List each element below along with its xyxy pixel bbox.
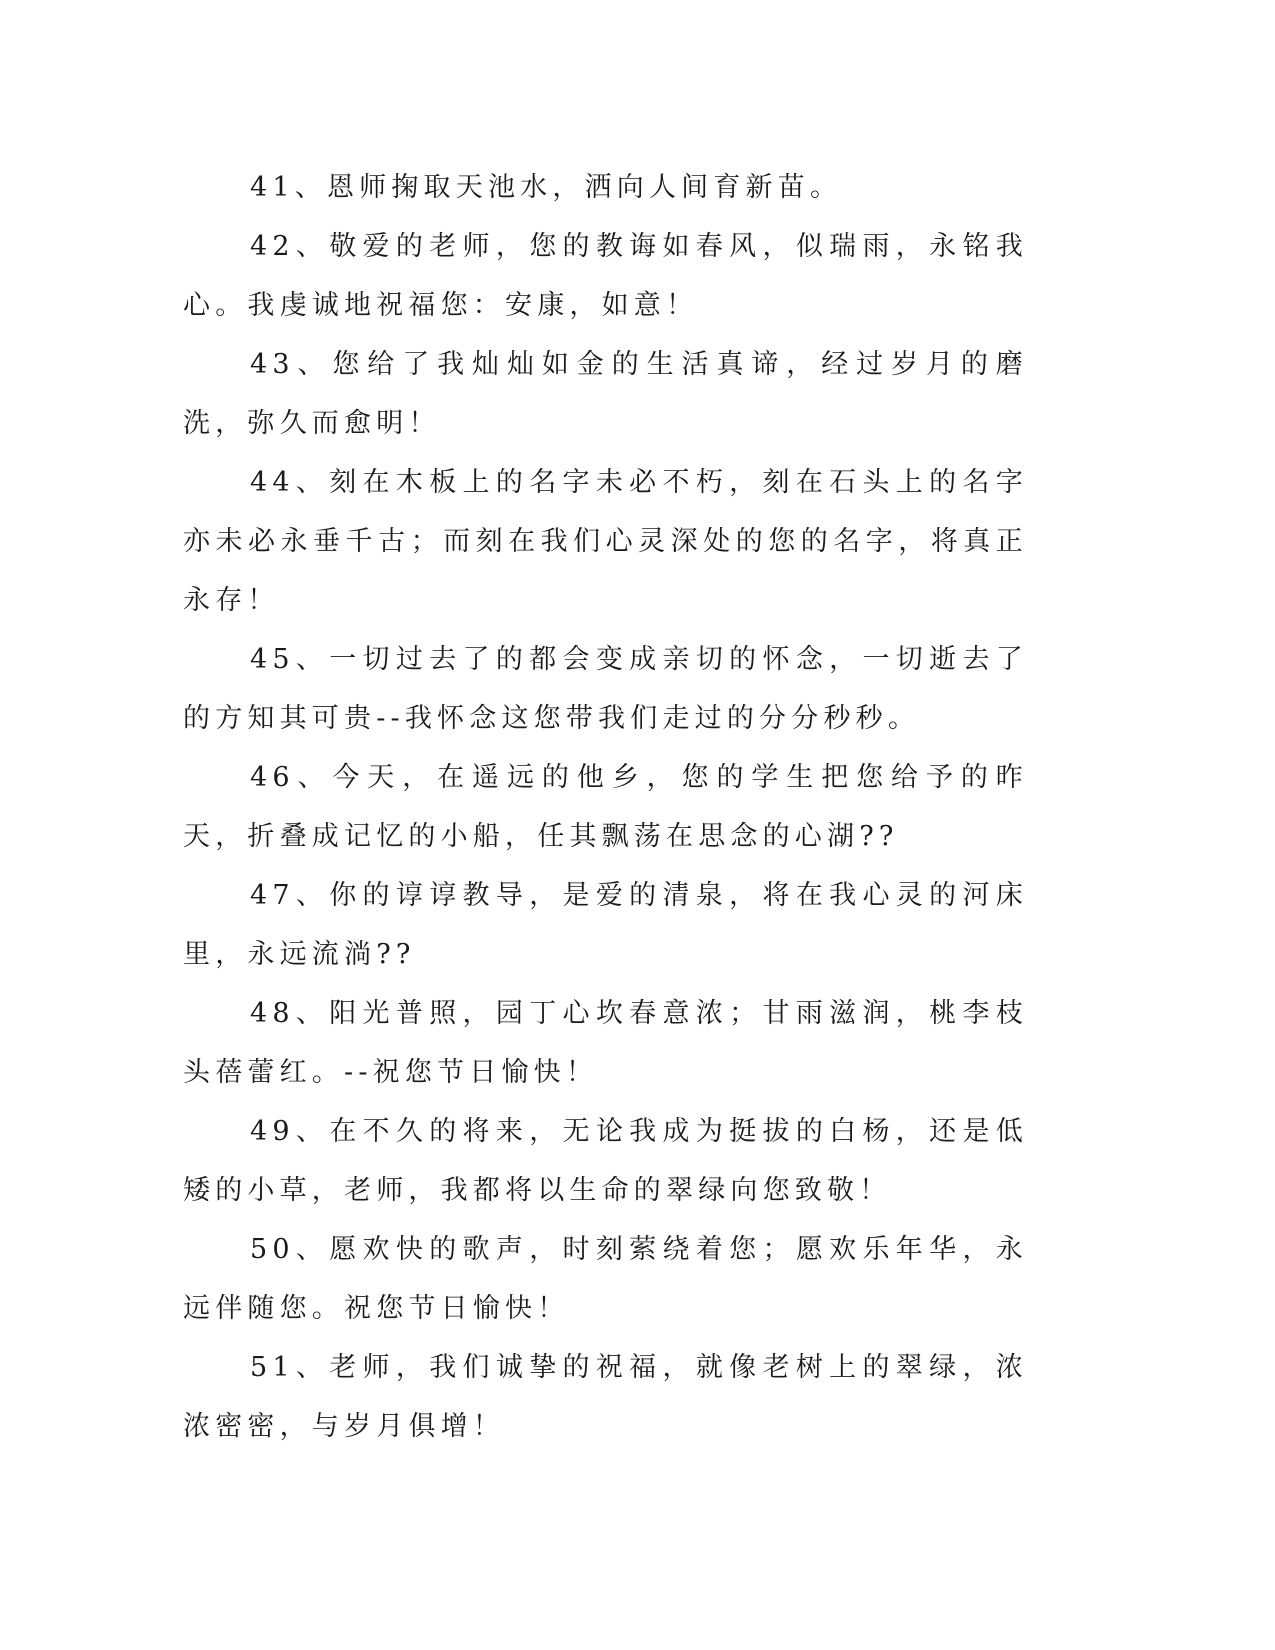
paragraph-51: 51、老师，我们诚挚的祝福，就像老树上的翠绿，浓浓密密，与岁月俱增！ [183, 1352, 1028, 1442]
paragraph-45: 45、一切过去了的都会变成亲切的怀念，一切逝去了的方知其可贵--我怀念这您带我们走过的分分秒秒。 [183, 644, 1028, 734]
paragraph-43: 43、您给了我灿灿如金的生活真谛，经过岁月的磨洗，弥久而愈明！ [183, 349, 1028, 439]
paragraph-46: 46、今天，在遥远的他乡，您的学生把您给予的昨天，折叠成记忆的小船，任其飘荡在思念的心湖?? [183, 762, 1028, 852]
paragraph-42: 42、敬爱的老师，您的教诲如春风，似瑞雨，永铭我心。我虔诚地祝福您：安康，如意！ [183, 231, 1028, 321]
paragraph-47: 47、你的谆谆教导，是爱的清泉，将在我心灵的河床里，永远流淌?? [183, 880, 1028, 970]
paragraph-44: 44、刻在木板上的名字未必不朽，刻在石头上的名字亦未必永垂千古；而刻在我们心灵深处的您的名字，将真正永存！ [183, 467, 1028, 616]
paragraph-41: 41、恩师掬取天池水，洒向人间育新苗。 [250, 172, 843, 203]
paragraph-49: 49、在不久的将来，无论我成为挺拔的白杨，还是低矮的小草，老师，我都将以生命的翠绿向您致敬！ [183, 1116, 1028, 1206]
document-body [183, 158, 1028, 1456]
paragraph-50: 50、愿欢快的歌声，时刻萦绕着您；愿欢乐年华，永远伴随您。祝您节日愉快！ [183, 1234, 1028, 1324]
paragraph-48: 48、阳光普照，园丁心坎春意浓；甘雨滋润，桃李枝头蓓蕾红。--祝您节日愉快！ [183, 998, 1028, 1088]
